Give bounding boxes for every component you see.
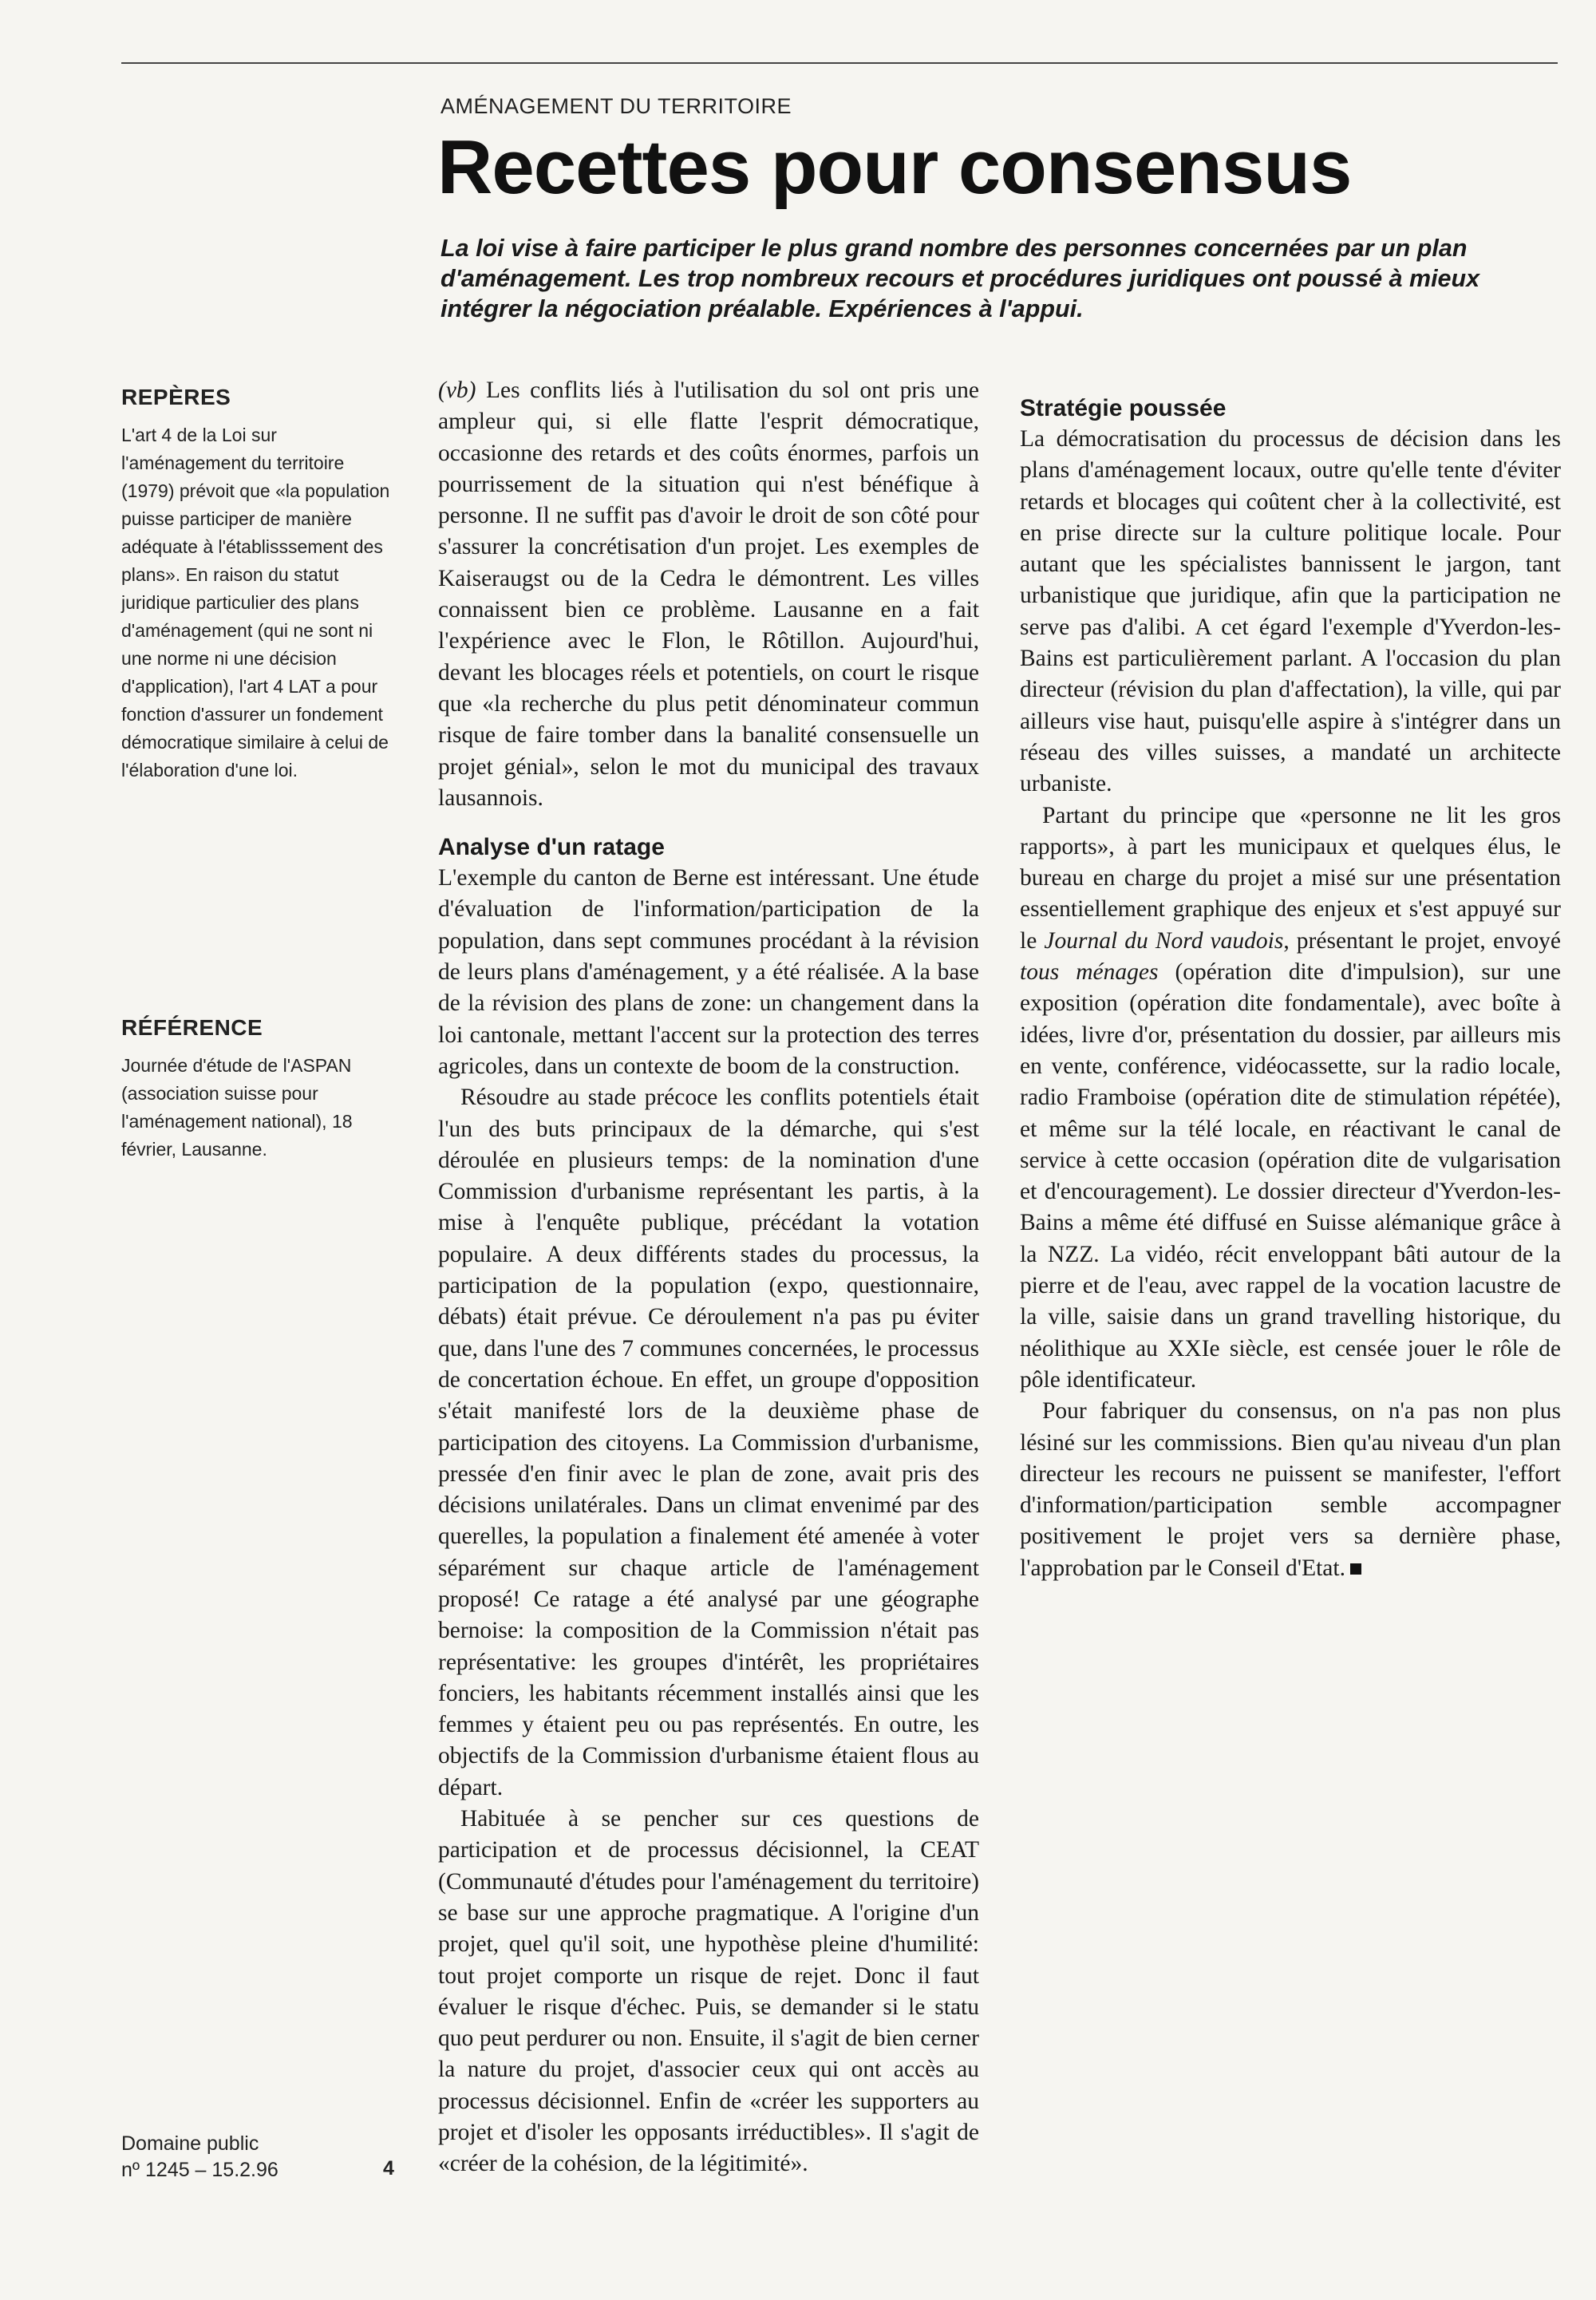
article-rubric: AMÉNAGEMENT DU TERRITOIRE xyxy=(440,94,792,118)
sidebar-reference-heading: RÉFÉRENCE xyxy=(121,1015,263,1040)
sidebar-reperes-text: L'art 4 de la Loi sur l'aménagement du territoire (1979) prévoit que «la population puisse participer de manière adéquate à l'établisssement des plans». En raison du statut juridique particulier des plans d'aménagement (qui ne sont ni une norme ni une décision d'application), l'art 4 LAT a pour fonction d'assurer un fondement démocratique similaire à celui de l'élaboration d'une loi. xyxy=(121,425,390,780)
intro-paragraph xyxy=(438,375,979,814)
sidebar-reperes xyxy=(121,385,401,784)
article-lead: La loi vise à faire participer le plus grand nombre des personnes concernées par un plan d'aménagement. Les trop nombreux recours et procédures juridiques ont poussé à mieux intégrer la négociation préalable. Expériences à l'appui. xyxy=(440,235,1480,322)
tous-menages: tous ménages xyxy=(1020,959,1159,986)
section1-paragraph-1: L'exemple du canton de Berne est intéressant. Une étude d'évaluation de l'information/participation de la population, dans sept communes procédant à la révision de leurs plans d'aménagement, y a été réalisée. A la base de la révision des plans de zone: un changement dans la loi cantonale, mettant l'accent sur la protection des terres agricoles, dans un contexte de boom de la construction. xyxy=(438,865,979,1079)
section-heading-strategie: Stratégie poussée xyxy=(1020,395,1227,421)
sidebar-reference xyxy=(121,1015,401,1164)
end-of-article-mark xyxy=(1350,1563,1361,1575)
publication-name: Domaine public xyxy=(121,2132,259,2155)
page-number: 4 xyxy=(383,2157,394,2179)
section2-paragraph-2-part-b: , présentant le projet, envoyé xyxy=(1283,927,1562,954)
article-title: Recettes pour consensus xyxy=(437,124,1352,210)
section2-paragraph-2-part-c: (opération dite d'impulsion), sur une exposition (opération dite fondamentale), avec boîte à idées, livre d'or, présentation du dossier, par ailleurs mis en vente, conférence, vidéocassette, sur la radio locale, radio Framboise (opération dite de stimulation répétée), et même sur la télé locale, en réactivant le canal de service à cette occasion (opération dite de vulgarisation et d'encouragement). Le dossier directeur d'Yverdon-les-Bains a même été diffusé en Suisse alémanique grâce à la NZZ. La vidéo, récit enveloppant bâti autour de la pierre et de l'eau, avec rappel de la vocation lacustre de la ville, saisie dans un grand travelling historique, du néolithique au XXIe siècle, est censée jouer le rôle de pôle identificateur. xyxy=(1020,959,1561,1393)
sidebar-reference-text: Journée d'étude de l'ASPAN (association suisse pour l'aménagement national), 18 février, Lausanne. xyxy=(121,1055,353,1160)
section1-paragraph-3: Habituée à se pencher sur ces questions de participation et de processus décisionnel, la CEAT (Communauté d'études pour l'aménagement du territoire) se base sur une approche pragmatique. A l'origine d'un projet, quel qu'il soit, une hypothèse pleine d'humilité: tout projet comporte un risque de rejet. Donc il faut évaluer le risque d'échec. Puis, se demander si le statu quo peut perdurer ou non. Ensuite, il s'agit de bien cerner la nature du projet, d'associer ceux qui ont accès au processus décisionnel. Enfin de «créer les supporters au projet et d'isoler les opposants irréductibles». Il s'agit de «créer de la cohésion, de la légitimité». xyxy=(438,1806,979,2177)
journal-title: Journal du Nord vaudois xyxy=(1044,927,1284,954)
section2-paragraph-3 xyxy=(1020,1396,1561,1584)
sidebar-reperes-heading: REPÈRES xyxy=(121,385,231,409)
section2-paragraph-2 xyxy=(1020,800,1561,1397)
author-initials: (vb) xyxy=(438,377,476,403)
top-rule xyxy=(121,62,1558,64)
body-column-1 xyxy=(438,375,979,2180)
page-footer xyxy=(121,2131,401,2183)
issue-info: nº 1245 – 15.2.96 xyxy=(121,2159,279,2181)
section2-paragraph-1: La démocratisation du processus de décision dans les plans d'aménagement locaux, outre qu'elle tente d'éviter retards et blocages qui coûtent cher à la collectivité, est en prise directe sur la culture politique locale. Pour autant que les spécialistes bannissent le jargon, tant urbanistique que juridique, afin que la participation ne serve pas d'alibi. A cet égard l'exemple d'Yverdon-les-Bains est particulièrement parlant. A l'occasion du plan directeur (révision du plan d'affectation), la ville, qui par ailleurs vise haut, puisqu'elle aspire à s'intégrer dans un réseau des villes suisses, a mandaté un architecte urbaniste. xyxy=(1020,426,1561,797)
body-column-2 xyxy=(1020,375,1561,1584)
section-heading-analyse: Analyse d'un ratage xyxy=(438,834,665,861)
intro-text: Les conflits liés à l'utilisation du sol ont pris une ampleur qui, si elle flatte l'esprit démocratique, occasionne des retards et des coûts énormes, parfois un pourrissement de la situation qui n'est bénéfique à personne. Il ne suffit pas d'avoir le droit de son côté pour s'assurer la concrétisation d'un projet. Les exemples de Kaiseraugst ou de la Cedra le démontrent. Les villes connaissent bien ce problème. Lausanne en a fait l'expérience avec le Flon, le Rôtillon. Aujourd'hui, devant les blocages réels et potentiels, on court le risque que «la recherche du plus petit dénominateur commun risque de faire tomber dans la banalité consensuelle un projet génial», selon le mot du municipal des travaux lausannois. xyxy=(438,377,979,811)
section2-paragraph-3-text: Pour fabriquer du consensus, on n'a pas non plus lésiné sur les commissions. Bien qu'au niveau d'un plan directeur les recours ne puissent se manifester, l'effort d'information/participation semble accompagner positivement le projet vers sa dernière phase, l'approbation par le Conseil d'Etat. xyxy=(1020,1398,1561,1581)
section2-paragraph-2-part-a: Partant du principe que «personne ne lit les gros rapports», à part les municipaux et quelques élus, le bureau en charge du projet a misé sur une présentation essentiellement graphique des enjeux et s'est appuyé sur le xyxy=(1020,802,1561,954)
section1-paragraph-2: Résoudre au stade précoce les conflits potentiels était l'un des buts principaux de la démarche, qui s'est déroulée en plusieurs temps: de la nomination d'une Commission d'urbanisme représentant les partis, à la mise à l'enquête publique, précédant la votation populaire. A deux différents stades du processus, la participation de la population (expo, questionnaire, débats) était prévue. Ce déroulement n'a pas pu éviter que, dans l'une des 7 communes concernées, le processus de concertation échoue. En effet, un groupe d'opposition s'était manifesté lors de la deuxième phase de participation des citoyens. La Commission d'urbanisme, pressée d'en finir avec le plan de zone, avait pris des décisions unilatérales. Dans un climat envenimé par des querelles, la population a finalement été amenée à voter séparément sur chaque article de l'aménagement proposé! Ce ratage a été analysé par une géographe bernoise: la composition de la Commission n'était pas représentative: les groupes d'intérêt, les propriétaires fonciers, les habitants récemment installés ainsi que les femmes y étaient peu ou pas représentés. En outre, les objectifs de la Commission d'urbanisme étaient flous au départ. xyxy=(438,1085,979,1800)
